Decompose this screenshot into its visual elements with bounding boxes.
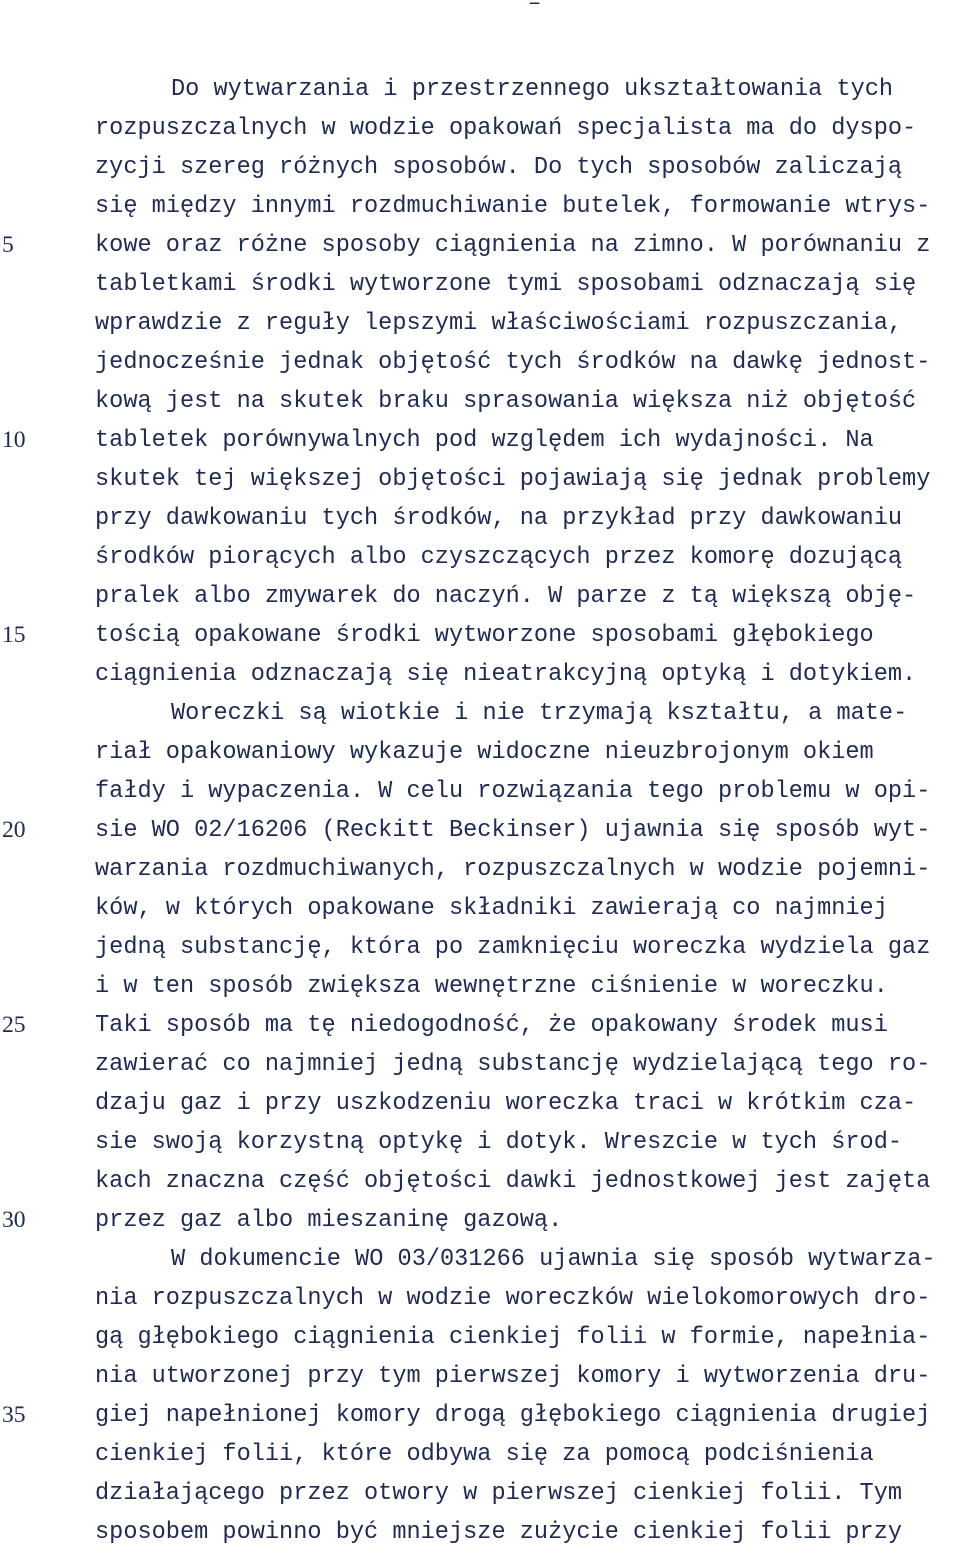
text-line: pralek albo zmywarek do naczyń. W parze z tą większą obję-	[95, 583, 917, 610]
text-line: skutek tej większej objętości pojawiają się jednak problemy	[95, 466, 931, 493]
text-line: działającego przez otwory w pierwszej cienkiej folii. Tym	[95, 1480, 903, 1507]
text-line: sie swoją korzystną optykę i dotyk. Wreszcie w tych środ-	[95, 1129, 903, 1156]
text-line: W dokumencie WO 03/031266 ujawnia się sposób wytwarza-	[171, 1246, 936, 1273]
text-line: przy dawkowaniu tych środków, na przykład przy dawkowaniu	[95, 505, 903, 532]
text-line: się między innymi rozdmuchiwanie butelek, formowanie wtrys-	[95, 193, 931, 220]
page-top-mark: –	[528, 0, 542, 16]
text-line: giej napełnionej komory drogą głębokiego ciągnienia drugiej	[95, 1402, 931, 1429]
text-line: zawierać co najmniej jedną substancję wydzielającą tego ro-	[95, 1051, 931, 1078]
line-number: 35	[2, 1402, 26, 1428]
text-line: Taki sposób ma tę niedogodność, że opakowany środek musi	[95, 1012, 888, 1039]
text-line: rozpuszczalnych w wodzie opakowań specjalista ma do dyspo-	[95, 115, 917, 142]
text-line: nia rozpuszczalnych w wodzie woreczków wielokomorowych dro-	[95, 1285, 931, 1312]
text-line: nia utworzonej przy tym pierwszej komory i wytworzenia dru-	[95, 1363, 931, 1390]
text-line: fałdy i wypaczenia. W celu rozwiązania tego problemu w opi-	[95, 778, 931, 805]
text-line: sie WO 02/16206 (Reckitt Beckinser) ujawnia się sposób wyt-	[95, 817, 931, 844]
line-number: 10	[2, 427, 26, 453]
line-number: 5	[2, 232, 14, 258]
line-number: 30	[2, 1207, 26, 1233]
text-line: tabletkami środki wytworzone tymi sposobami odznaczają się	[95, 271, 917, 298]
text-line: cienkiej folii, które odbywa się za pomocą podciśnienia	[95, 1441, 874, 1468]
text-line: sposobem powinno być mniejsze zużycie cienkiej folii przy	[95, 1519, 903, 1546]
text-line: tością opakowane środki wytworzone sposobami głębokiego	[95, 622, 874, 649]
text-line: riał opakowaniowy wykazuje widoczne nieuzbrojonym okiem	[95, 739, 874, 766]
text-line: przez gaz albo mieszaninę gazową.	[95, 1207, 563, 1234]
text-line: ciągnienia odznaczają się nieatrakcyjną optyką i dotykiem.	[95, 661, 917, 688]
text-line: i w ten sposób zwiększa wewnętrzne ciśnienie w woreczku.	[95, 973, 888, 1000]
text-line: środków piorących albo czyszczących przez komorę dozującą	[95, 544, 903, 571]
text-line: wprawdzie z reguły lepszymi właściwościami rozpuszczania,	[95, 310, 903, 337]
line-number: 15	[2, 622, 26, 648]
text-line: ków, w których opakowane składniki zawierają co najmniej	[95, 895, 888, 922]
line-number: 25	[2, 1012, 26, 1038]
text-line: jedną substancję, która po zamknięciu woreczka wydziela gaz	[95, 934, 931, 961]
text-line: kowe oraz różne sposoby ciągnienia na zimno. W porównaniu z	[95, 232, 931, 259]
text-line: gą głębokiego ciągnienia cienkiej folii w formie, napełnia-	[95, 1324, 931, 1351]
text-line: dzaju gaz i przy uszkodzeniu woreczka traci w krótkim cza-	[95, 1090, 917, 1117]
text-line: kową jest na skutek braku sprasowania większa niż objętość	[95, 388, 917, 415]
text-line: jednocześnie jednak objętość tych środków na dawkę jednost-	[95, 349, 931, 376]
text-line: zycji szereg różnych sposobów. Do tych sposobów zaliczają	[95, 154, 903, 181]
text-line: Woreczki są wiotkie i nie trzymają kształtu, a mate-	[171, 700, 908, 727]
line-number: 20	[2, 817, 26, 843]
text-line: kach znaczna część objętości dawki jednostkowej jest zajęta	[95, 1168, 931, 1195]
text-line: Do wytwarzania i przestrzennego ukształtowania tych	[171, 76, 894, 103]
text-line: tabletek porównywalnych pod względem ich wydajności. Na	[95, 427, 874, 454]
text-line: warzania rozdmuchiwanych, rozpuszczalnych w wodzie pojemni-	[95, 856, 931, 883]
